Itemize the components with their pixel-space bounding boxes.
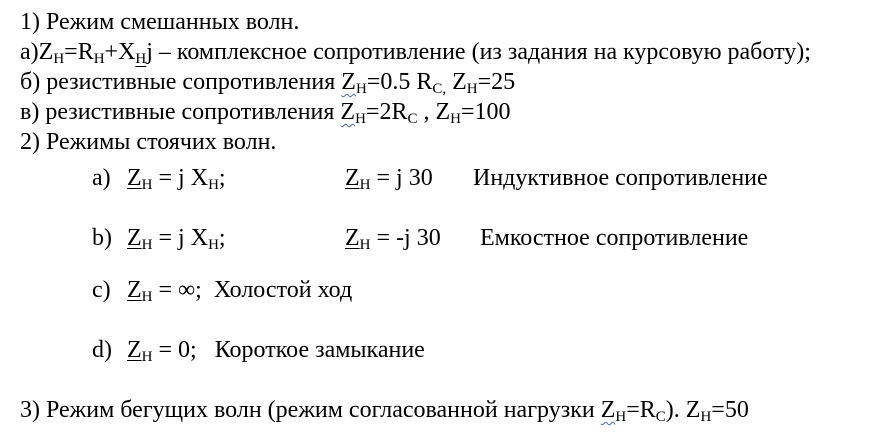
subscript: Н <box>615 409 627 425</box>
text: а)Z <box>20 39 54 65</box>
text: ; <box>218 165 226 191</box>
text: = j X <box>152 225 209 251</box>
text: = 0; Короткое замыкание <box>152 337 425 363</box>
subscript: Н <box>450 111 462 127</box>
text: = -j 30 <box>370 225 441 251</box>
mode-1-heading-text: 1) Режим смешанных волн. <box>20 9 300 35</box>
impedance-symbol: Z <box>127 337 142 363</box>
text: б) резистивные сопротивления <box>20 69 342 95</box>
text: =50 <box>711 397 749 423</box>
subscript: Н <box>141 177 153 193</box>
text: 3) Режим бегущих волн (режим согласованной нагрузки <box>20 397 601 423</box>
text: Z <box>446 69 467 95</box>
text: ; <box>218 225 226 251</box>
subscript: C, <box>432 81 447 97</box>
text: =100 <box>461 99 511 125</box>
text: = j X <box>152 165 209 191</box>
subscript: Н <box>359 177 371 193</box>
mode-2-heading-text: 2) Режимы стоячих волн. <box>20 129 277 155</box>
description: Индуктивное сопротивление <box>473 165 768 191</box>
subscript: Н <box>355 81 367 97</box>
impedance-symbol: Z <box>127 225 142 251</box>
item-marker: b) <box>92 225 112 251</box>
item-marker: d) <box>92 337 112 363</box>
mode-1-heading <box>20 8 299 36</box>
subscript: Н <box>466 81 478 97</box>
subscript: Н <box>359 237 371 253</box>
subscript: Н <box>141 237 153 253</box>
subscript: C <box>407 111 418 127</box>
impedance-symbol: Z <box>341 69 356 95</box>
subscript: Н <box>208 177 219 193</box>
impedance-symbol: Z <box>340 99 356 125</box>
mode-3-line <box>20 396 749 431</box>
text: =25 <box>477 69 516 95</box>
text: =2R <box>365 99 408 125</box>
impedance-symbol: Z <box>345 165 360 191</box>
subscript: Н <box>355 111 366 127</box>
subscript: Н <box>700 409 712 425</box>
impedance-symbol: Z <box>127 277 142 303</box>
text: =R <box>64 39 94 65</box>
text: =R <box>626 397 656 423</box>
subscript: Н <box>135 51 147 67</box>
impedance-symbol: Z <box>600 397 616 423</box>
subscript: Н <box>93 51 105 67</box>
impedance-symbol: Z <box>127 165 142 191</box>
impedance-symbol: Z <box>345 225 360 251</box>
text: = j 30 <box>370 165 433 191</box>
subscript: Н <box>141 349 153 365</box>
description: Емкостное сопротивление <box>480 225 749 251</box>
text: j – комплексное сопротивление (из задания на курсовую работу); <box>146 39 811 65</box>
text: , Z <box>417 99 451 125</box>
text: +X <box>104 39 136 65</box>
subscript: Н <box>141 289 153 305</box>
item-marker: a) <box>92 165 111 191</box>
text: = ∞; Холостой ход <box>152 277 353 303</box>
subscript: Н <box>53 51 65 67</box>
text: =0.5 R <box>366 69 433 95</box>
subscript: Н <box>208 237 219 253</box>
subscript: C <box>655 409 666 425</box>
mode-2-heading <box>20 128 276 156</box>
text: в) резистивные сопротивления <box>20 99 341 125</box>
text: ). Z <box>665 397 701 423</box>
item-marker: c) <box>92 277 111 303</box>
